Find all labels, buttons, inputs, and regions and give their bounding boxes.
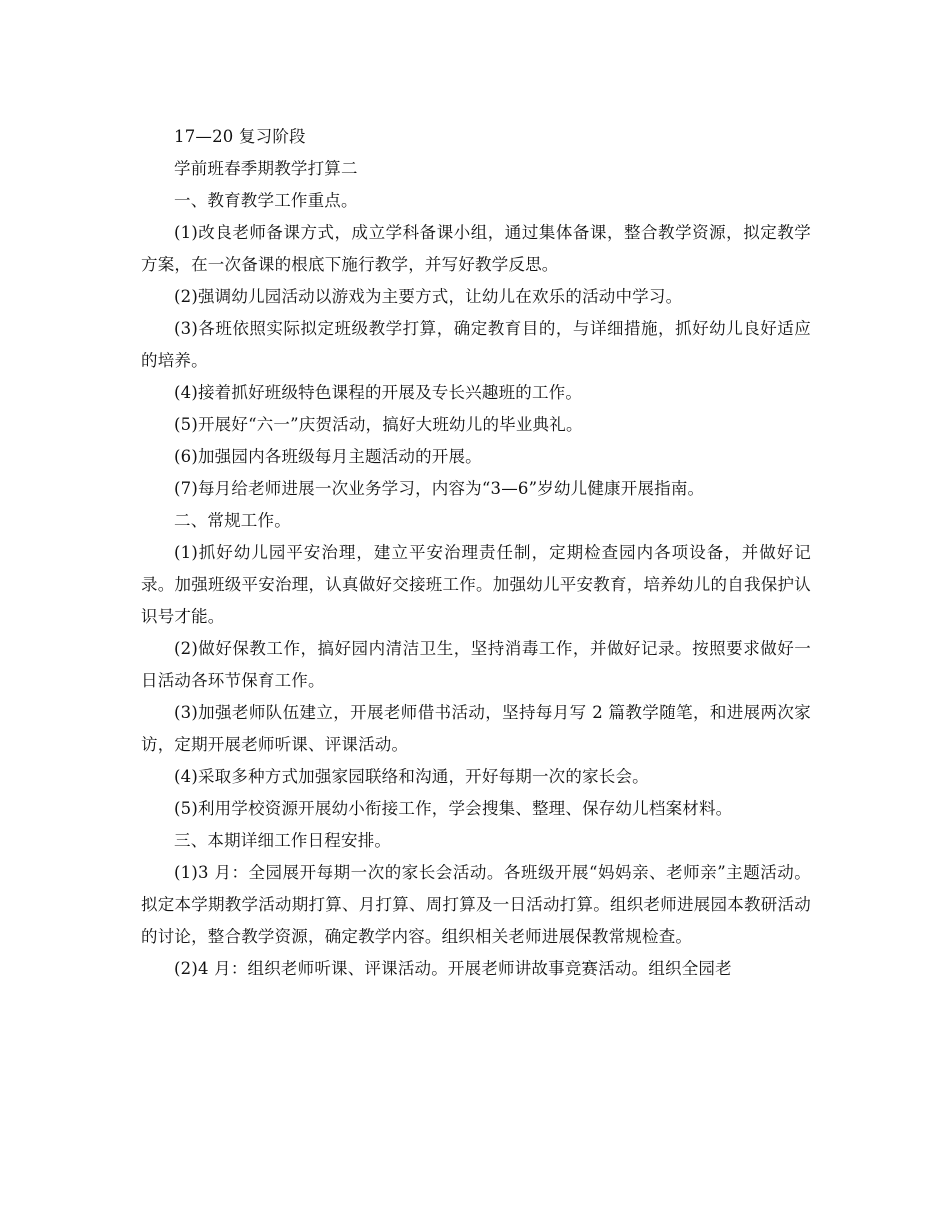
section-heading-1: 一、教育教学工作重点。 (174, 191, 358, 210)
section-2-item-3: (3)加强老师队伍建立，开展老师借书活动，坚持每月写 2 篇教学随笔，和进展两次家访，定期开展老师听课、评课活动。 (141, 703, 811, 754)
section-heading-2: 二、常规工作。 (174, 511, 291, 530)
section-3-item-2: (2)4 月：组织老师听课、评课活动。开展老师讲故事竞赛活动。组织全园老 (174, 959, 732, 978)
document-body (141, 121, 811, 985)
section-1-item-4: (4)接着抓好班级特色课程的开展及专长兴趣班的工作。 (174, 383, 583, 402)
section-2-item-5: (5)利用学校资源开展幼小衔接工作，学会搜集、整理、保存幼儿档案材料。 (174, 799, 733, 818)
section-1-item-3: (3)各班依照实际拟定班级教学打算，确定教育目的，与详细措施，抓好幼儿良好适应的培养。 (141, 319, 811, 370)
section-3-item-1: (1)3 月：全园展开每期一次的家长会活动。各班级开展“妈妈亲、老师亲”主题活动。拟定本学期教学活动期打算、月打算、周打算及一日活动打算。组织老师进展园本教研活动的讨论，整合教学资源，确定教学内容。组织相关老师进展保教常规检查。 (141, 863, 811, 946)
phase-heading: 17—20 复习阶段 (174, 127, 306, 146)
section-1-item-1: (1)改良老师备课方式，成立学科备课小组，通过集体备课，整合教学资源，拟定教学方案，在一次备课的根底下施行教学，并写好教学反思。 (141, 223, 811, 274)
section-heading-3: 三、本期详细工作日程安排。 (174, 831, 392, 850)
section-1-item-5: (5)开展好“六一”庆贺活动，搞好大班幼儿的毕业典礼。 (174, 415, 583, 434)
section-2-item-4: (4)采取多种方式加强家园联络和沟通，开好每期一次的家长会。 (174, 767, 649, 786)
document-title: 学前班春季期教学打算二 (174, 159, 358, 178)
section-1-item-2: (2)强调幼儿园活动以游戏为主要方式，让幼儿在欢乐的活动中学习。 (174, 287, 683, 306)
section-2-item-1: (1)抓好幼儿园平安治理，建立平安治理责任制，定期检查园内各项设备，并做好记录。加强班级平安治理，认真做好交接班工作。加强幼儿平安教育，培养幼儿的自我保护认识号才能。 (141, 543, 811, 626)
section-1-item-6: (6)加强园内各班级每月主题活动的开展。 (174, 447, 482, 466)
section-1-item-7: (7)每月给老师进展一次业务学习，内容为“3—6”岁幼儿健康开展指南。 (174, 479, 705, 498)
section-2-item-2: (2)做好保教工作，搞好园内清洁卫生，坚持消毒工作，并做好记录。按照要求做好一日活动各环节保育工作。 (141, 639, 811, 690)
